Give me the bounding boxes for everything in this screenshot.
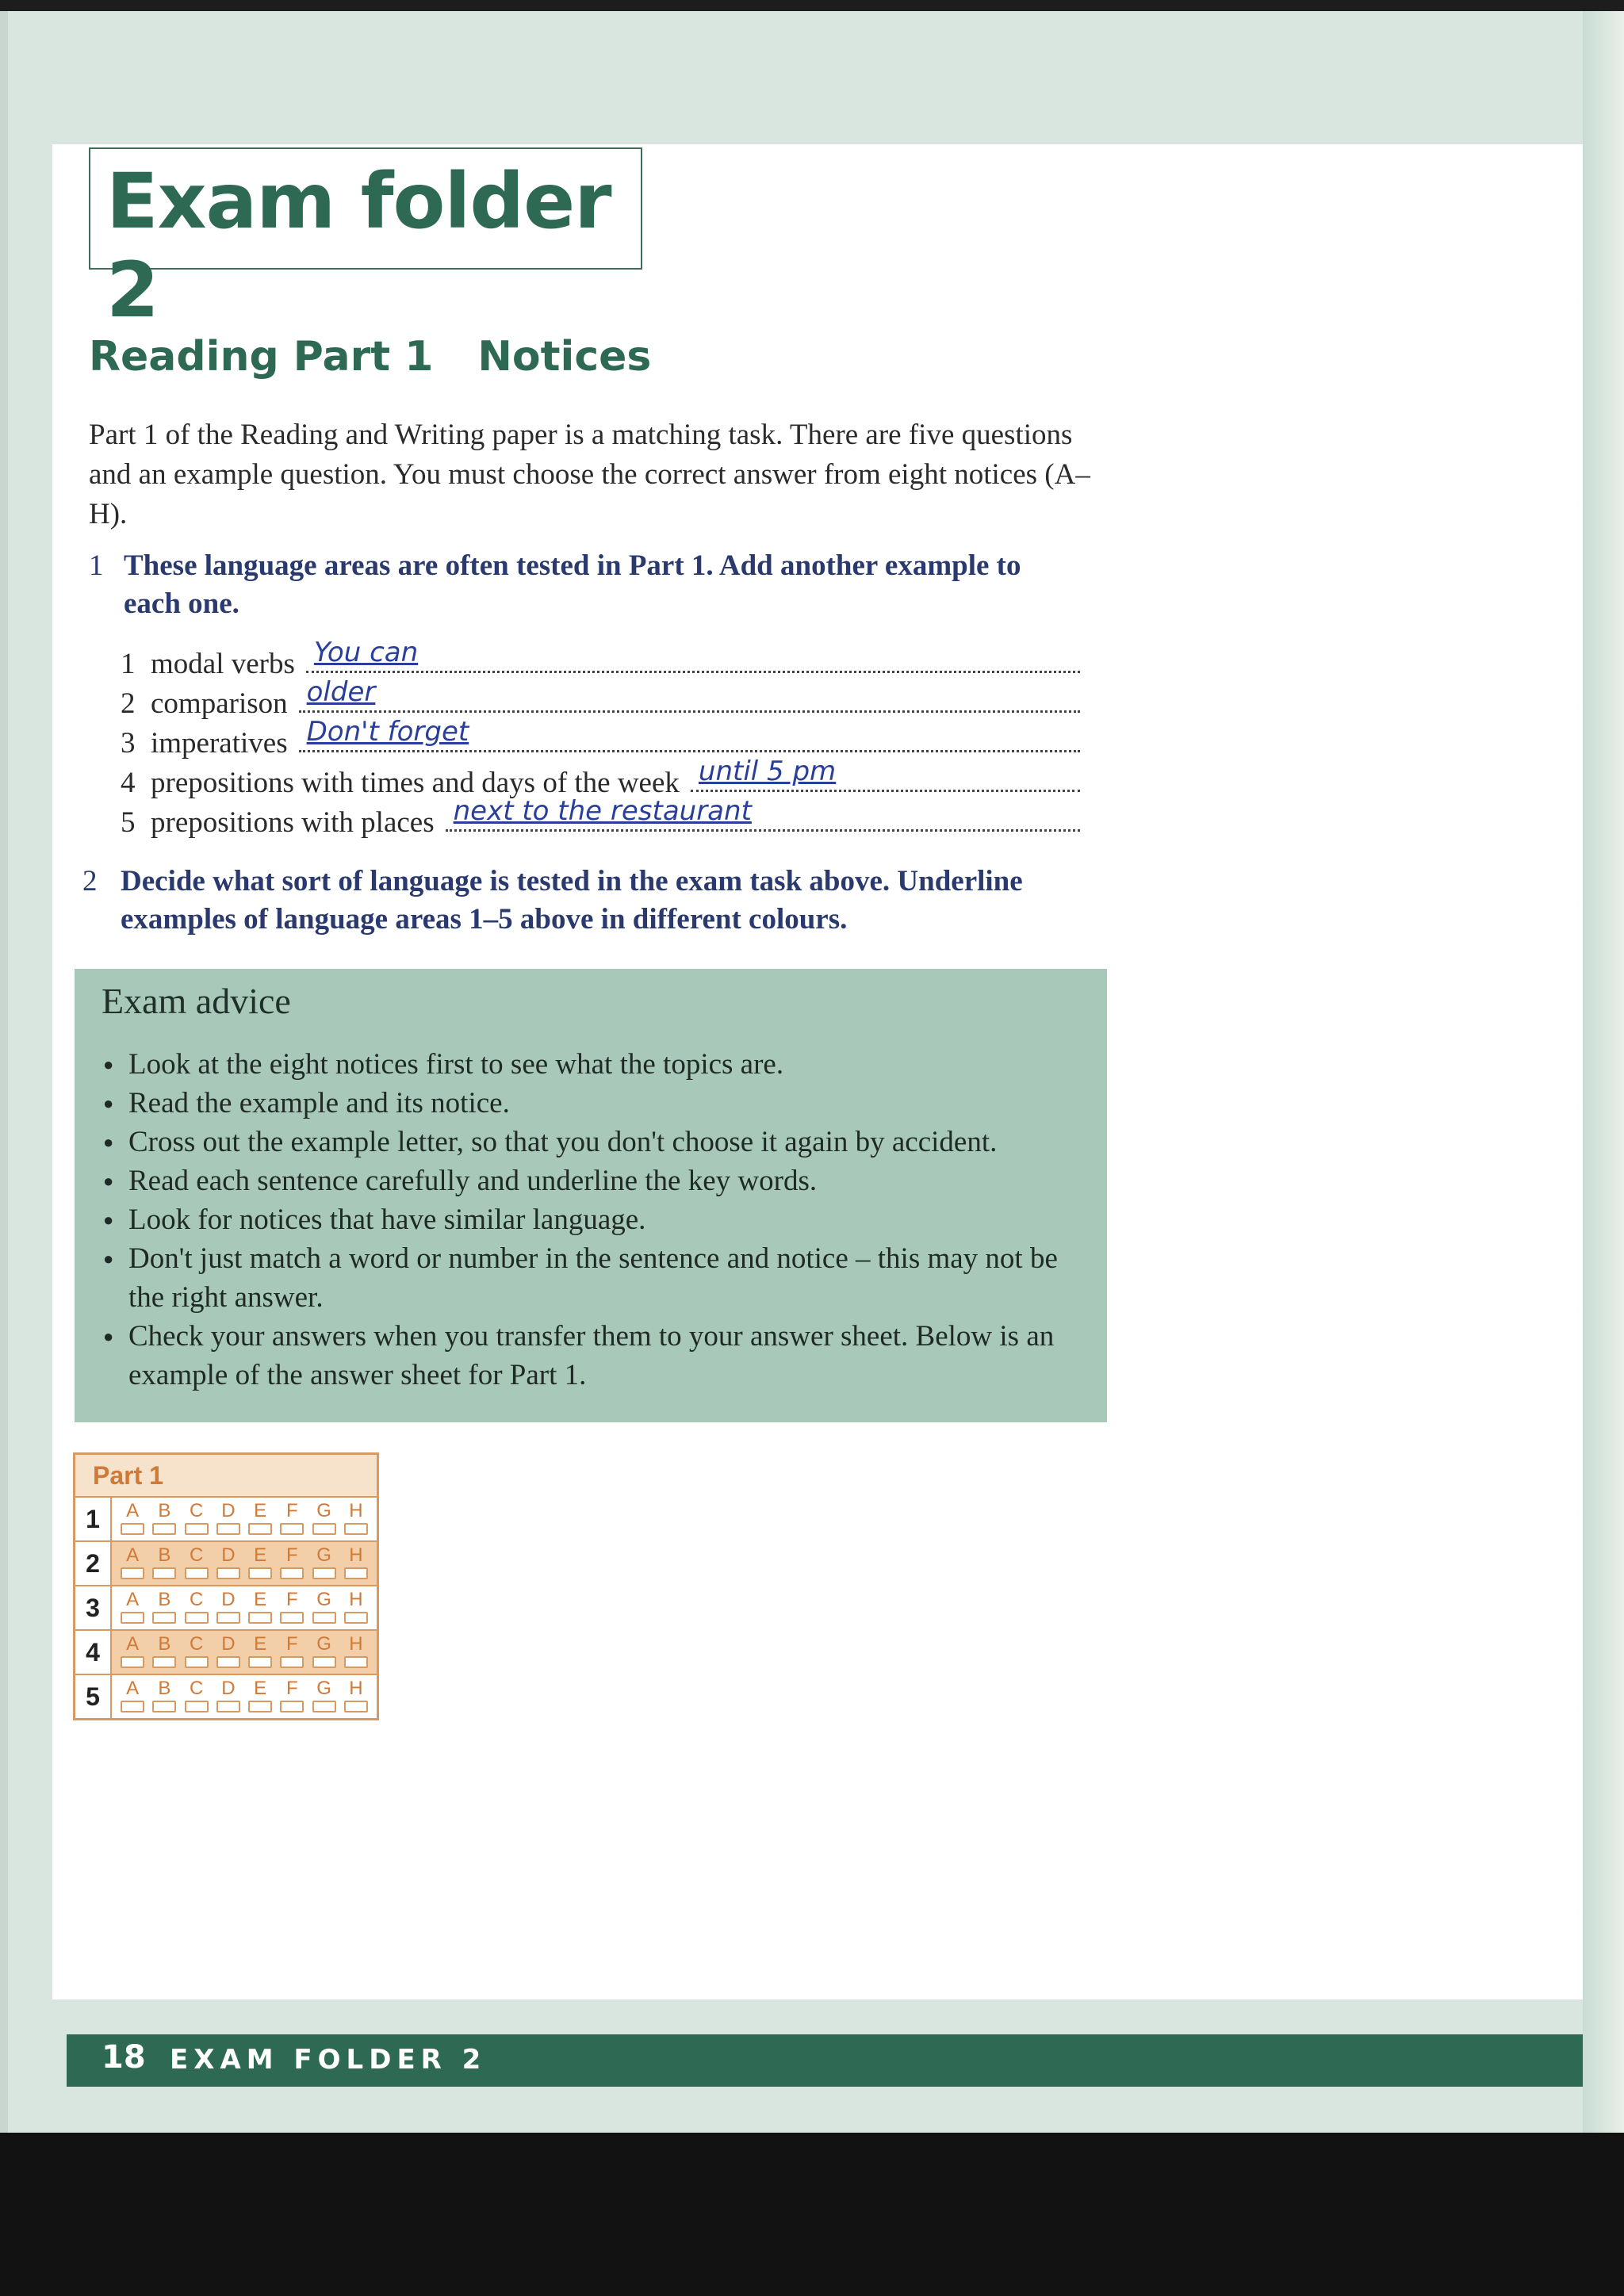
answer-option[interactable] (278, 1590, 306, 1629)
answer-sheet-title: Part 1 (75, 1455, 377, 1498)
option-letter: B (158, 1544, 171, 1566)
scan-edge-bottom (0, 2133, 1624, 2296)
option-box[interactable] (152, 1612, 176, 1624)
option-letter: G (316, 1589, 331, 1610)
scan-edge-right (1583, 11, 1624, 2133)
list-item (121, 676, 1080, 723)
answer-option[interactable] (182, 1501, 211, 1540)
answer-option[interactable] (150, 1545, 178, 1585)
answer-line[interactable] (691, 756, 1080, 792)
answer-option[interactable] (310, 1634, 339, 1674)
item-number: 4 (121, 767, 136, 799)
option-box[interactable] (121, 1567, 144, 1579)
answer-line[interactable] (446, 795, 1080, 832)
option-box[interactable] (344, 1701, 368, 1712)
option-letter: C (189, 1500, 204, 1521)
answer-option[interactable] (246, 1545, 274, 1585)
answer-row (75, 1542, 377, 1586)
option-box[interactable] (152, 1523, 176, 1535)
task-2 (82, 863, 1097, 939)
advice-bullet: ● Cross out the example letter, so that you don't choose it again by accident. (102, 1123, 1093, 1161)
item-number: 5 (121, 806, 136, 839)
answer-option[interactable] (118, 1678, 147, 1718)
answer-option[interactable] (150, 1634, 178, 1674)
item-label: imperatives (151, 727, 288, 760)
option-box[interactable] (280, 1523, 304, 1535)
option-letter: D (221, 1544, 236, 1566)
answer-option[interactable] (310, 1545, 339, 1585)
advice-bullet: ● Look at the eight notices first to see what the topics are. (102, 1045, 1093, 1084)
answer-sheet (73, 1452, 379, 1720)
answer-option[interactable] (150, 1678, 178, 1718)
option-letter: C (189, 1589, 204, 1610)
option-letter: D (221, 1500, 236, 1521)
answer-row-number: 2 (75, 1542, 112, 1585)
answer-options (112, 1498, 377, 1540)
option-box[interactable] (152, 1567, 176, 1579)
heading-topic: Notices (477, 333, 652, 381)
answer-option[interactable] (118, 1501, 147, 1540)
option-letter: C (189, 1544, 204, 1566)
option-box[interactable] (280, 1656, 304, 1668)
option-letter: B (158, 1500, 171, 1521)
answer-option[interactable] (214, 1590, 243, 1629)
answer-option[interactable] (278, 1678, 306, 1718)
answer-options (112, 1631, 377, 1674)
option-box[interactable] (312, 1523, 336, 1535)
option-box[interactable] (121, 1701, 144, 1712)
handwritten-answer: older (306, 676, 376, 708)
answer-option[interactable] (214, 1634, 243, 1674)
answer-row-number: 1 (75, 1498, 112, 1540)
exam-advice-box (75, 969, 1107, 1422)
option-box[interactable] (344, 1567, 368, 1579)
answer-option[interactable] (246, 1678, 274, 1718)
answer-option[interactable] (278, 1501, 306, 1540)
option-box[interactable] (280, 1567, 304, 1579)
intro-paragraph: Part 1 of the Reading and Writing paper is a matching task. There are five questions and an example question. You must choose the correct answer from eight notices (A–H). (89, 419, 1090, 530)
answer-row (75, 1498, 377, 1542)
item-label: prepositions with times and days of the week (151, 767, 680, 799)
option-letter: B (158, 1589, 171, 1610)
answer-option[interactable] (182, 1678, 211, 1718)
list-item (121, 716, 1080, 763)
scan-edge-top (0, 0, 1624, 11)
option-box[interactable] (312, 1656, 336, 1668)
option-box[interactable] (185, 1567, 209, 1579)
answer-option[interactable] (246, 1590, 274, 1629)
option-letter: D (221, 1678, 236, 1699)
option-box[interactable] (248, 1656, 272, 1668)
answer-option[interactable] (118, 1634, 147, 1674)
answer-option[interactable] (214, 1545, 243, 1585)
answer-row-number: 4 (75, 1631, 112, 1674)
answer-option[interactable] (150, 1590, 178, 1629)
answer-option[interactable] (342, 1678, 370, 1718)
option-box[interactable] (152, 1701, 176, 1712)
option-letter: D (221, 1589, 236, 1610)
item-number: 2 (121, 687, 136, 720)
answer-option[interactable] (118, 1590, 147, 1629)
option-letter: B (158, 1678, 171, 1699)
advice-title: Exam advice (102, 981, 291, 1021)
answer-option[interactable] (310, 1590, 339, 1629)
option-letter: E (254, 1678, 267, 1699)
option-box[interactable] (312, 1567, 336, 1579)
heading-part: Reading Part 1 (89, 333, 434, 381)
task-1-number: 1 (89, 549, 104, 582)
option-box[interactable] (248, 1567, 272, 1579)
answer-row (75, 1675, 377, 1718)
option-letter: E (254, 1544, 267, 1566)
footer-section-title: EXAM FOLDER 2 (170, 2044, 487, 2076)
answer-option[interactable] (342, 1590, 370, 1629)
answer-options (112, 1675, 377, 1718)
answer-option[interactable] (150, 1501, 178, 1540)
answer-option[interactable] (118, 1545, 147, 1585)
option-letter: A (126, 1544, 140, 1566)
option-box[interactable] (121, 1612, 144, 1624)
option-box[interactable] (312, 1701, 336, 1712)
answer-line[interactable] (299, 716, 1080, 752)
option-box[interactable] (185, 1523, 209, 1535)
item-label: modal verbs (151, 648, 295, 680)
option-letter: G (316, 1633, 331, 1655)
answer-option[interactable] (342, 1501, 370, 1540)
option-box[interactable] (216, 1567, 240, 1579)
option-letter: H (349, 1633, 363, 1655)
task-1-text: These language areas are often tested in Part 1. Add another example to each one. (124, 549, 1021, 620)
item-label: comparison (151, 687, 288, 720)
option-box[interactable] (280, 1612, 304, 1624)
answer-options (112, 1586, 377, 1629)
page-number: 18 (102, 2039, 146, 2076)
answer-option[interactable] (182, 1545, 211, 1585)
advice-bullet: ● Look for notices that have similar language. (102, 1200, 1093, 1239)
option-letter: E (254, 1500, 267, 1521)
option-letter: E (254, 1633, 267, 1655)
advice-bullet: ● Read each sentence carefully and underline the key words. (102, 1161, 1093, 1200)
list-item (121, 795, 1080, 842)
answer-row-number: 3 (75, 1586, 112, 1629)
answer-option[interactable] (246, 1501, 274, 1540)
option-letter: D (221, 1633, 236, 1655)
answer-row-number: 5 (75, 1675, 112, 1718)
option-box[interactable] (312, 1612, 336, 1624)
option-box[interactable] (216, 1523, 240, 1535)
item-number: 1 (121, 648, 136, 680)
option-letter: E (254, 1589, 267, 1610)
answer-option[interactable] (342, 1634, 370, 1674)
advice-bullet: ● Check your answers when you transfer them to your answer sheet. Below is an example of the answer sheet for Part 1. (102, 1317, 1093, 1395)
option-box[interactable] (344, 1656, 368, 1668)
page-title: Exam folder 2 (106, 157, 611, 335)
option-letter: F (286, 1678, 298, 1699)
option-box[interactable] (121, 1656, 144, 1668)
task-2-text: Decide what sort of language is tested in the exam task above. Underline examples of language areas 1–5 above in different colours. (121, 865, 1023, 936)
advice-bullet: ● Read the example and its notice. (102, 1084, 1093, 1123)
option-box[interactable] (248, 1612, 272, 1624)
option-letter: H (349, 1544, 363, 1566)
item-number: 3 (121, 727, 136, 760)
option-letter: H (349, 1500, 363, 1521)
answer-option[interactable] (310, 1501, 339, 1540)
answer-line[interactable] (299, 676, 1080, 713)
task-1 (89, 547, 1080, 623)
option-letter: H (349, 1589, 363, 1610)
scan-edge-left (0, 11, 8, 2133)
answer-option[interactable] (214, 1678, 243, 1718)
option-letter: A (126, 1500, 140, 1521)
footer-bar (67, 2034, 1583, 2087)
option-letter: G (316, 1544, 331, 1566)
answer-option[interactable] (246, 1634, 274, 1674)
answer-option[interactable] (278, 1634, 306, 1674)
option-box[interactable] (248, 1523, 272, 1535)
option-box[interactable] (121, 1523, 144, 1535)
answer-option[interactable] (214, 1501, 243, 1540)
answer-sheet-rows (75, 1498, 377, 1718)
option-letter: C (189, 1633, 204, 1655)
section-heading (89, 333, 651, 381)
option-box[interactable] (216, 1656, 240, 1668)
answer-row (75, 1586, 377, 1631)
option-letter: F (286, 1500, 298, 1521)
advice-bullet: ● Don't just match a word or number in the sentence and notice – this may not be the right answer. (102, 1239, 1093, 1317)
option-box[interactable] (152, 1656, 176, 1668)
option-box[interactable] (185, 1701, 209, 1712)
answer-option[interactable] (182, 1634, 211, 1674)
answer-options (112, 1542, 377, 1585)
option-box[interactable] (185, 1656, 209, 1668)
option-letter: F (286, 1633, 298, 1655)
option-letter: B (158, 1633, 171, 1655)
answer-option[interactable] (310, 1678, 339, 1718)
option-box[interactable] (344, 1612, 368, 1624)
option-box[interactable] (280, 1701, 304, 1712)
answer-line[interactable] (306, 637, 1080, 673)
handwritten-answer: Don't forget (306, 716, 469, 748)
handwritten-answer: You can (313, 637, 419, 668)
option-letter: H (349, 1678, 363, 1699)
option-letter: G (316, 1500, 331, 1521)
option-letter: F (286, 1544, 298, 1566)
item-label: prepositions with places (151, 806, 435, 839)
handwritten-answer: next to the restaurant (453, 795, 752, 827)
title-box (89, 147, 642, 335)
option-letter: G (316, 1678, 331, 1699)
option-box[interactable] (344, 1523, 368, 1535)
option-letter: A (126, 1633, 140, 1655)
option-box[interactable] (185, 1612, 209, 1624)
task-2-number: 2 (82, 865, 98, 897)
answer-option[interactable] (278, 1545, 306, 1585)
list-item (121, 637, 1080, 683)
option-box[interactable] (248, 1701, 272, 1712)
answer-row (75, 1631, 377, 1675)
handwritten-answer: until 5 pm (698, 756, 837, 787)
option-letter: A (126, 1678, 140, 1699)
option-letter: A (126, 1589, 140, 1610)
task-1-items (121, 637, 1080, 842)
advice-list (102, 1045, 1093, 1395)
option-letter: C (189, 1678, 204, 1699)
answer-option[interactable] (342, 1545, 370, 1585)
option-box[interactable] (216, 1701, 240, 1712)
option-box[interactable] (216, 1612, 240, 1624)
answer-option[interactable] (182, 1590, 211, 1629)
option-letter: F (286, 1589, 298, 1610)
